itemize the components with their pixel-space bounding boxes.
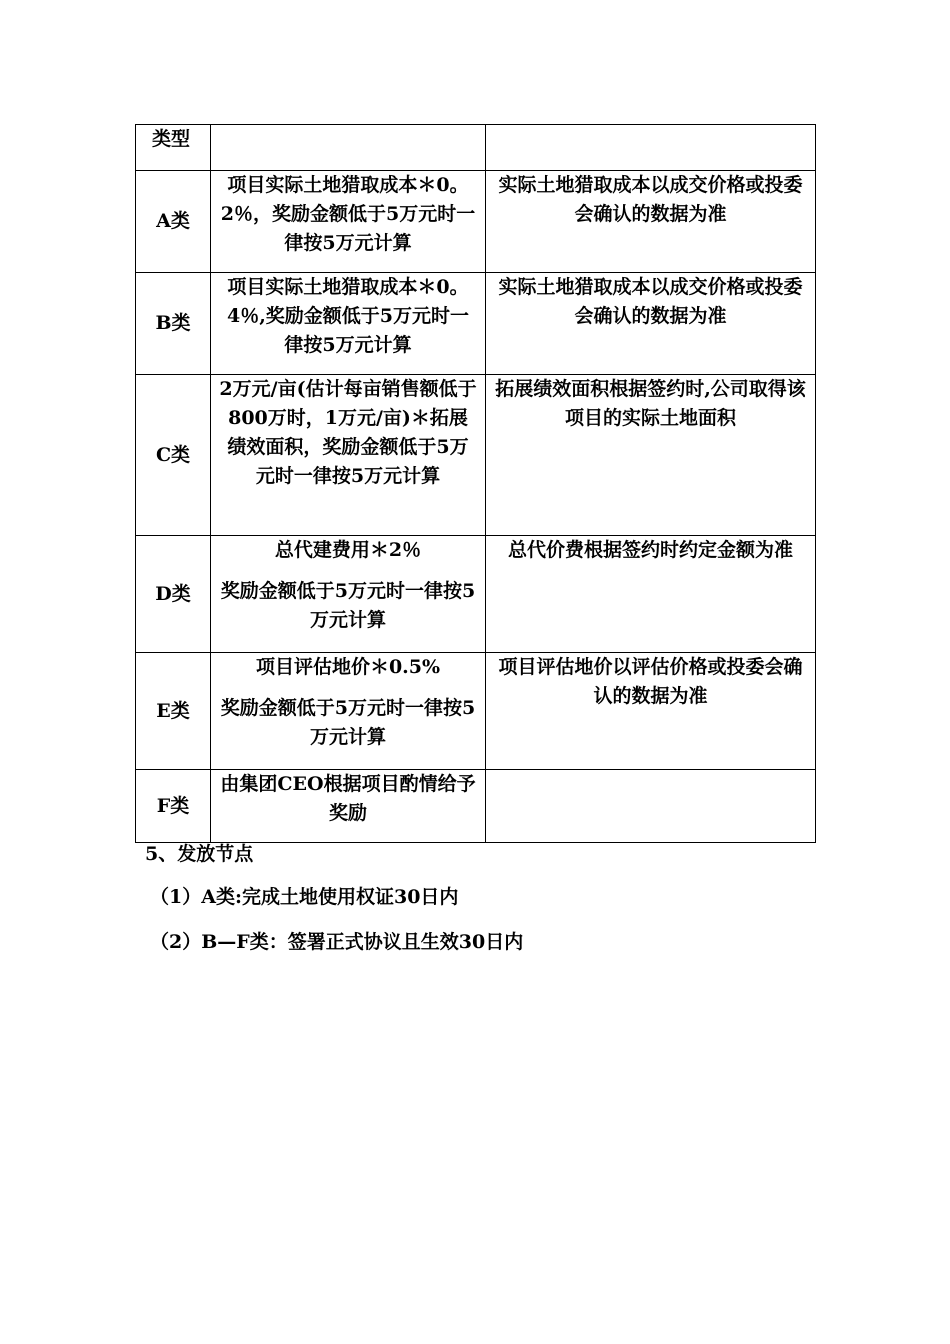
type-label: B类: [155, 312, 191, 334]
section-item: （1）A类:完成土地使用权证30日内: [150, 886, 459, 908]
formula-cell: [211, 770, 486, 843]
note-cell: [486, 273, 816, 375]
type-label: D类: [155, 582, 191, 605]
type-label: E类: [156, 699, 190, 722]
formula-text: 总代建费用＊2％: [274, 539, 422, 561]
table-row: [136, 536, 816, 653]
type-label: F类: [156, 794, 190, 817]
formula-text: 2万元/亩(估计每亩销售额低于800万时，1万元/亩)＊拓展绩效面积，奖励金额低于5万元时一律按5万元计算: [219, 378, 477, 487]
note-cell: [486, 770, 816, 843]
note-cell: [486, 653, 816, 770]
type-cell: [136, 375, 211, 536]
note-text: 拓展绩效面积根据签约时,公司取得该项目的实际土地面积: [495, 378, 806, 429]
formula-cell: [211, 536, 486, 653]
table-row: [136, 653, 816, 770]
formula-cell: [211, 375, 486, 536]
type-cell: [136, 171, 211, 273]
formula-text: 项目评估地价＊0.5%: [255, 656, 441, 678]
note-text: 实际土地猎取成本以成交价格或投委会确认的数据为准: [498, 174, 803, 225]
formula-text: 奖励金额低于5万元时一律按5万元计算: [220, 697, 476, 748]
section-item: （2）B—F类：签署正式协议且生效30日内: [150, 931, 524, 953]
type-cell: [136, 770, 211, 843]
formula-cell: [211, 653, 486, 770]
note-cell: [486, 171, 816, 273]
note-text: 总代价费根据签约时约定金额为准: [507, 539, 793, 561]
section-heading: 5、发放节点: [145, 843, 254, 865]
formula-text: 奖励金额低于5万元时一律按5万元计算: [220, 580, 476, 631]
type-cell: [136, 653, 211, 770]
table-row: [136, 770, 816, 843]
header-type-label: 类型: [152, 128, 191, 150]
reward-table: [135, 124, 816, 843]
formula-text: 项目实际土地猎取成本＊0。4％,奖励金额低于5万元时一律按5万元计算: [226, 276, 470, 356]
note-cell: [486, 375, 816, 536]
note-text: 实际土地猎取成本以成交价格或投委会确认的数据为准: [498, 276, 803, 327]
formula-cell: [211, 171, 486, 273]
note-text: 项目评估地价以评估价格或投委会确认的数据为准: [498, 656, 803, 707]
formula-text: 由集团CEO根据项目酌情给予奖励: [220, 773, 476, 824]
header-type-cell: [136, 125, 211, 171]
note-cell: [486, 536, 816, 653]
table-header-row: [136, 125, 816, 171]
header-note-cell: [486, 125, 816, 171]
type-label: C类: [155, 443, 191, 466]
table-row: [136, 375, 816, 536]
formula-text: 项目实际土地猎取成本＊0。2％，奖励金额低于5万元时一律按5万元计算: [220, 174, 476, 254]
header-formula-cell: [211, 125, 486, 171]
table-row: [136, 273, 816, 375]
table-row: [136, 171, 816, 273]
formula-cell: [211, 273, 486, 375]
type-label: A类: [156, 210, 190, 232]
type-cell: [136, 536, 211, 653]
type-cell: [136, 273, 211, 375]
